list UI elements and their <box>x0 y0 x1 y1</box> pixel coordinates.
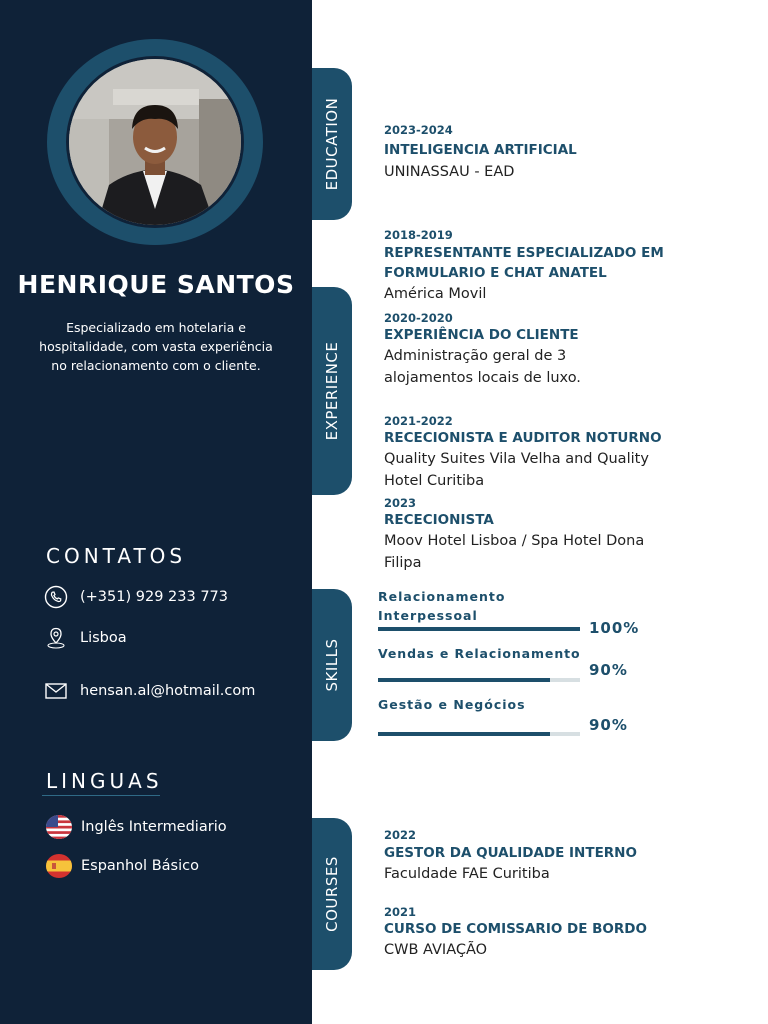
profile-photo-ring <box>47 39 263 245</box>
skill-bar-fill <box>378 678 550 682</box>
entry-year: 2021-2022 <box>384 414 453 428</box>
contact-email[interactable] <box>44 679 255 703</box>
tab-education-label: EDUCATION <box>323 97 341 191</box>
phone-number: (+351) 929 233 773 <box>80 589 228 605</box>
language-label: Espanhol Básico <box>81 858 199 874</box>
skill-percent: 90% <box>589 661 628 679</box>
experience-entry <box>384 228 674 305</box>
entry-title: RECECIONISTA <box>384 512 494 528</box>
entry-year: 2023 <box>384 496 417 510</box>
skill-bar <box>378 732 580 736</box>
entry-description: Faculdade FAE Curitiba <box>384 866 550 882</box>
entry-year: 2020-2020 <box>384 311 453 325</box>
skill-item <box>378 644 648 688</box>
entry-description: CWB AVIAÇÃO <box>384 942 488 958</box>
contact-phone[interactable] <box>44 585 228 609</box>
skill-bar-fill <box>378 732 550 736</box>
tab-experience <box>312 287 352 495</box>
entry-description: Moov Hotel Lisboa / Spa Hotel Dona Filipa <box>384 533 645 571</box>
language-item <box>46 854 199 878</box>
profile-summary: Especializado em hotelaria e hospitalidade, com vasta experiência no relacionamento com o cliente. <box>39 320 273 373</box>
us-flag-icon <box>46 815 72 839</box>
entry-year: 2021 <box>384 905 417 919</box>
experience-entry <box>384 311 614 389</box>
entry-description: Administração geral de 3 alojamentos locais de luxo. <box>384 348 581 386</box>
spain-flag-icon <box>46 854 72 878</box>
skill-bar <box>378 627 580 631</box>
education-entry <box>384 123 684 183</box>
phone-icon <box>44 585 68 609</box>
entry-description: América Movil <box>384 286 487 302</box>
languages-heading: LINGUAS <box>46 769 163 793</box>
candidate-name: HENRIQUE SANTOS <box>17 270 295 299</box>
course-entry <box>384 905 684 961</box>
sidebar <box>0 0 312 1024</box>
location-pin-icon <box>44 626 68 650</box>
mail-icon <box>44 679 68 703</box>
tab-skills-label: SKILLS <box>323 638 341 692</box>
entry-year: 2018-2019 <box>384 228 453 242</box>
tab-courses <box>312 818 352 970</box>
entry-title: GESTOR DA QUALIDADE INTERNO <box>384 845 637 861</box>
contacts-heading: CONTATOS <box>46 544 187 568</box>
entry-year: 2023-2024 <box>384 123 453 137</box>
tab-education <box>312 68 352 220</box>
skill-item <box>378 695 648 739</box>
tab-courses-label: COURSES <box>323 856 341 932</box>
skill-percent: 90% <box>589 716 628 734</box>
skill-bar-fill <box>378 627 580 631</box>
profile-photo <box>66 56 244 228</box>
skill-label: Relacionamento Interpessoal <box>378 589 506 623</box>
languages-divider <box>42 795 160 796</box>
entry-title: RECECIONISTA E AUDITOR NOTURNO <box>384 430 662 446</box>
entry-title: REPRESENTANTE ESPECIALIZADO EM FORMULARIO E CHAT ANATEL <box>384 245 664 281</box>
language-item <box>46 815 227 839</box>
entry-title: INTELIGENCIA ARTIFICIAL <box>384 142 577 158</box>
tab-skills <box>312 589 352 741</box>
tab-experience-label: EXPERIENCE <box>323 341 341 441</box>
entry-title: EXPERIÊNCIA DO CLIENTE <box>384 327 579 343</box>
skill-percent: 100% <box>589 619 640 637</box>
entry-year: 2022 <box>384 828 417 842</box>
contact-location <box>44 626 127 650</box>
skill-bar <box>378 678 580 682</box>
entry-title: CURSO DE COMISSARIO DE BORDO <box>384 921 647 937</box>
skill-label: Vendas e Relacionamento <box>378 646 581 661</box>
entry-description: UNINASSAU - EAD <box>384 164 515 180</box>
experience-entry <box>384 414 674 492</box>
experience-entry <box>384 496 674 574</box>
location: Lisboa <box>80 630 127 646</box>
course-entry <box>384 828 684 885</box>
entry-description: Quality Suites Vila Velha and Quality Hotel Curitiba <box>384 451 649 489</box>
skill-label: Gestão e Negócios <box>378 697 526 712</box>
email-address: hensan.al@hotmail.com <box>80 683 256 699</box>
skill-item <box>378 587 648 637</box>
language-label: Inglês Intermediario <box>81 819 227 835</box>
